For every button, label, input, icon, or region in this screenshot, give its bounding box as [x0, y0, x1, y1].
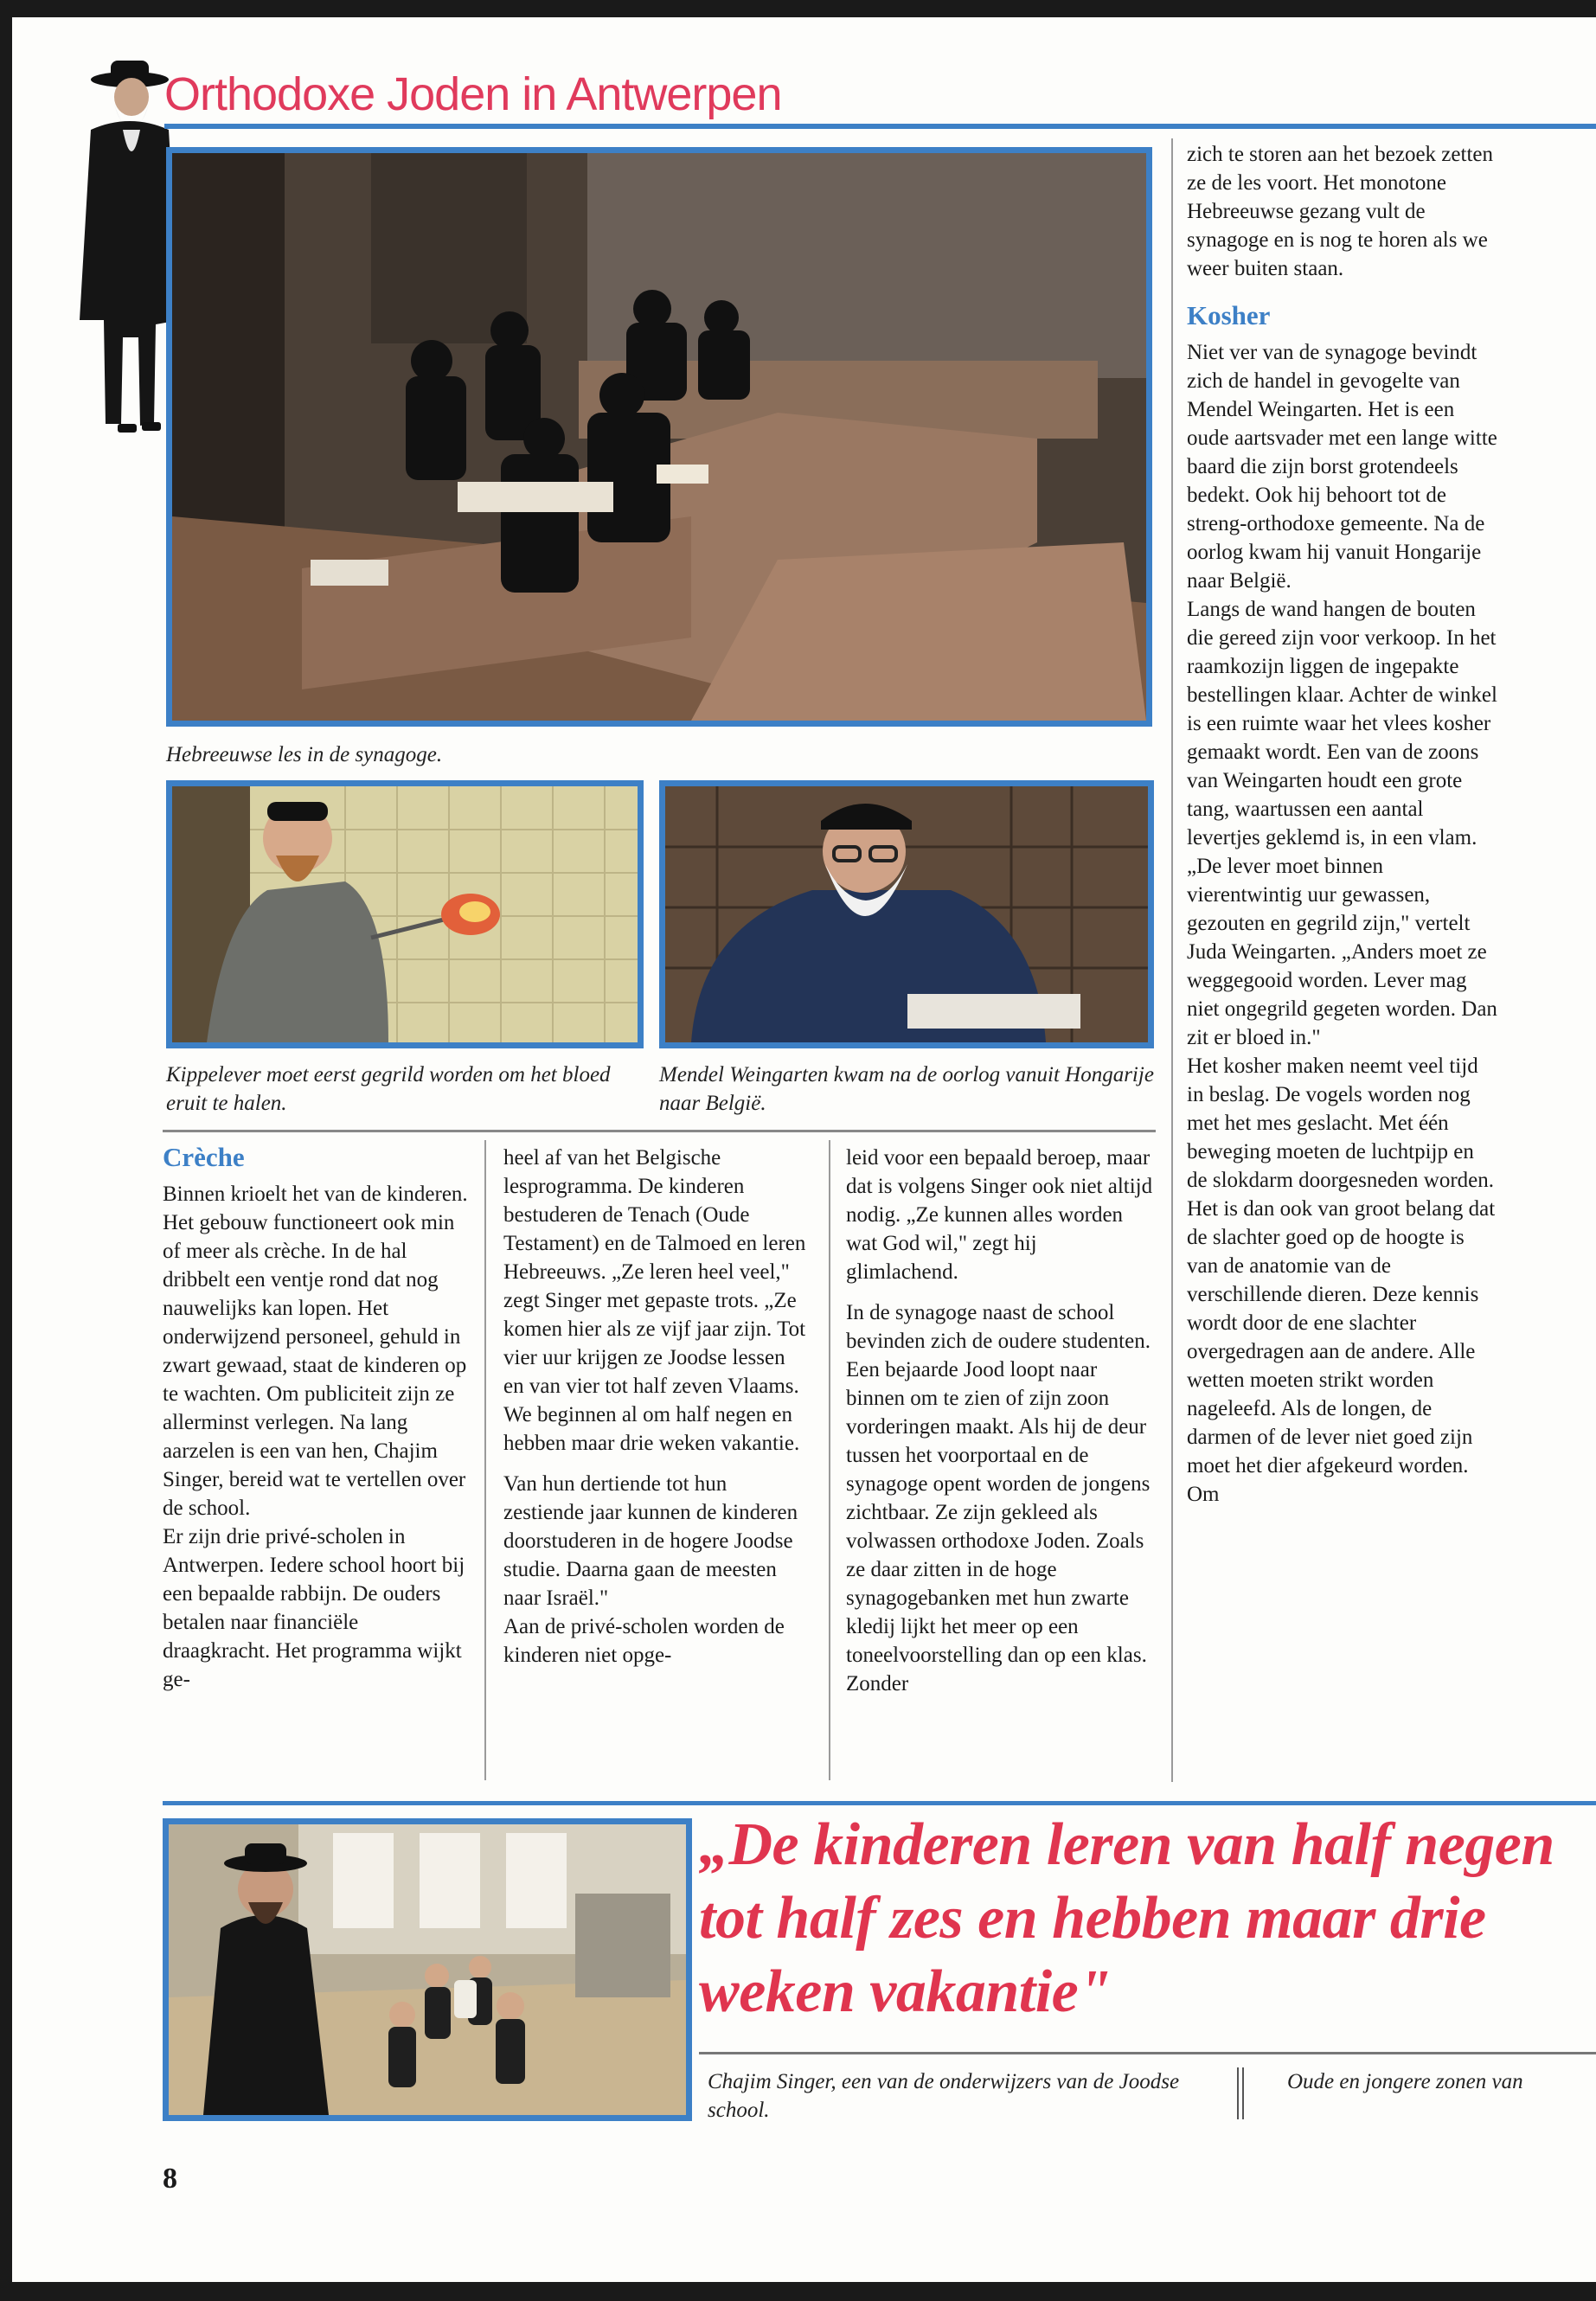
page-title: Orthodoxe Joden in Antwerpen — [164, 68, 782, 120]
photo-teacher-children — [163, 1818, 692, 2121]
photo-grilling-liver — [166, 780, 644, 1048]
paragraph: heel af van het Belgische lesprogramma. De kinderen bestuderen de Tenach (Oude Testament) en de Talmoed en leren Hebreeuws. „Ze leren heel veel," zegt Singer met gepaste trots. „Ze komen hier als ze vijf jaar zijn. Tot vier uur krijgen ze Joodse lessen en van vier tot half zeven Vlaams. We beginnen al om half negen en hebben maar drie weken vakantie. — [503, 1146, 806, 1455]
quote-rule — [699, 2052, 1596, 2054]
pull-quote: „De kinderen leren van half negen tot half zes en hebben maar drie weken vakantie" — [699, 1811, 1554, 2025]
paragraph: Aan de privé-scholen worden de kinderen niet opge- — [503, 1615, 785, 1667]
paragraph: Langs de wand hangen de bouten die gereed zijn voor verkoop. In het raamkozijn liggen de ingepakte bestellingen klaar. Achter de winkel is een ruimte waar het vlees kosher gemaakt wordt. Een van de zoons van Weingarten houdt een grote tang, waartussen een aantal levertjes geklemd is, in een vlam. „De lever moet binnen vierentwintig uur gewassen, gezouten en gegrild zijn," vertelt Juda Weingarten. „Anders moet ze weggegooid worden. Lever mag niet ongegrild gegeten worden. Dan zit er bloed in." — [1187, 598, 1497, 1049]
columns-top-rule — [163, 1130, 1156, 1132]
page-number: 8 — [163, 2163, 177, 2195]
caption-divider — [1237, 2067, 1239, 2119]
column-divider — [829, 1140, 830, 1780]
paragraph: Binnen krioelt het van de kinderen. Het gebouw functioneert ook min of meer als crèche. In de hal dribbelt een ventje rond dat nog nauwelijks kan lopen. Het onderwijzend personeel, gehuld in zwart gewaad, staat de kinderen op te wachten. Om publiciteit zijn ze allerminst verlegen. Na lang aarzelen is een van hen, Chajim Singer, bereid wat te vertellen over de school. — [163, 1183, 468, 1520]
scan-edge-bottom — [0, 2282, 1596, 2301]
paragraph: In de synagoge naast de school bevinden zich de oudere studenten. Een bejaarde Jood loopt naar binnen om te zien of zijn zoon vorderingen maakt. Als hij de deur tussen het voorportaal en de synagoge opent worden de jongens zichtbaar. Ze zijn gekleed als volwassen orthodoxe Joden. Zoals ze daar zitten in de hoge synagogebanken met hun zwarte kledij lijkt het meer op een toneelvoorstelling dan op een klas. Zonder — [846, 1301, 1151, 1695]
caption-grilling-liver: Kippelever moet eerst gegrild worden om het bloed eruit te halen. — [166, 1063, 611, 1115]
bottom-section-rule — [163, 1801, 1596, 1805]
article-column-2 — [503, 1144, 811, 1670]
article-column-1 — [163, 1140, 470, 1694]
column-divider — [484, 1140, 486, 1780]
section-heading-creche: Crèche — [163, 1142, 245, 1172]
caption-teacher-children: Chajim Singer, een van de onderwijzers van de Joodse school. — [708, 2070, 1180, 2122]
caption-older-younger-sons: Oude en jongere zonen van — [1287, 2070, 1523, 2093]
caption-divider — [1242, 2067, 1244, 2119]
caption-synagogue-lesson: Hebreeuwse les in de synagoge. — [166, 743, 443, 766]
paragraph: leid voor een bepaald beroep, maar dat is volgens Singer ook niet altijd nodig. „Ze kunnen alles worden wat God wil," zegt hij glimlachend. — [846, 1146, 1153, 1284]
scan-edge-top — [0, 0, 1596, 17]
photo-mendel-weingarten — [659, 780, 1154, 1048]
scan-edge-left — [0, 0, 12, 2301]
paragraph: Niet ver van de synagoge bevindt zich de handel in gevogelte van Mendel Weingarten. Het is een oude aartsvader met een lange witte baard die zijn borst grotendeels bedekt. Ook hij behoort tot de streng-orthodoxe gemeente. Na de oorlog kwam hij vanuit Hongarije naar België. — [1187, 341, 1497, 593]
paragraph: Van hun dertiende tot hun zestiende jaar kunnen de kinderen doorstuderen in de hogere Joodse studie. Daarna gaan de meesten naar Israël." — [503, 1472, 798, 1610]
paragraph: Het kosher maken neemt veel tijd in beslag. De vogels worden nog met het mes geslacht. Met één beweging moeten de luchtpijp en de slokdarm doorgesneden worden. Het is dan ook van groot belang dat de slachter goed op de hoogte is van de anatomie van de verschillende dieren. Deze kennis wordt door de ene slachter overgedragen aan de andere. Alle wetten moeten strikt worden nageleefd. Als de longen, de darmen of de lever niet goed zijn moet het dier afgekeurd worden. Om — [1187, 1054, 1496, 1506]
column-divider — [1171, 138, 1173, 1782]
section-heading-kosher: Kosher — [1187, 300, 1271, 330]
paragraph: Er zijn drie privé-scholen in Antwerpen. Iedere school hoort bij een bepaalde rabbijn. De ouders betalen naar financiële draagkracht. Het programma wijkt ge- — [163, 1525, 465, 1691]
photo-synagogue-lesson — [166, 147, 1152, 727]
article-column-3 — [846, 1144, 1153, 1698]
paragraph: zich te storen aan het bezoek zetten ze de les voort. Het monotone Hebreeuwse gezang vult de synagoge en is nog te horen als we weer buiten staan. — [1187, 143, 1493, 280]
title-rule — [164, 124, 1596, 129]
article-column-4 — [1187, 140, 1498, 1509]
caption-mendel-weingarten: Mendel Weingarten kwam na de oorlog vanuit Hongarije naar België. — [659, 1063, 1154, 1115]
